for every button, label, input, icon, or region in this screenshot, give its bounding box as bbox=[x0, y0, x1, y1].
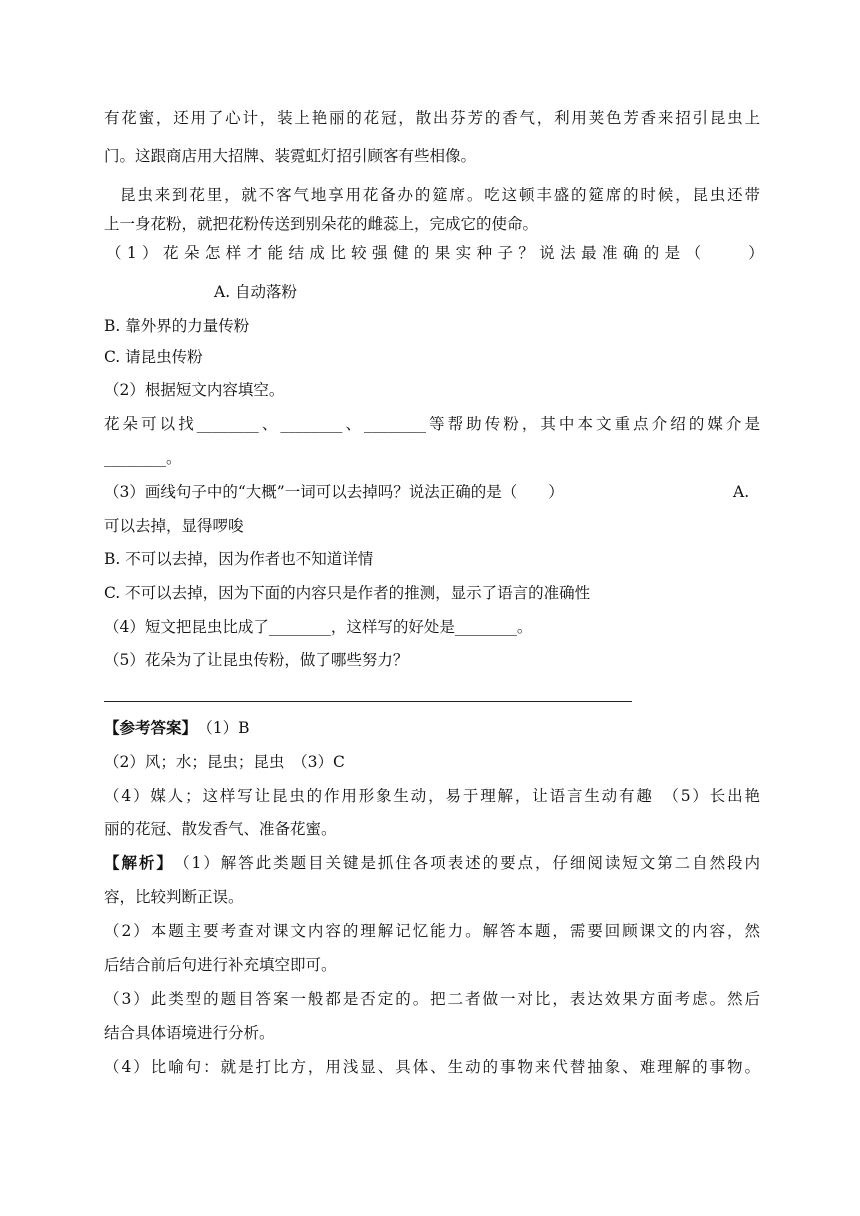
question-4-stem: （4）短文把昆虫比成了________，这样写的好处是________。 bbox=[104, 618, 533, 636]
answer-4-5-line-1: （4）媒人；这样写让昆虫的作用形象生动，易于理解，让语言生动有趣 （5）长出艳 bbox=[104, 787, 760, 805]
question-3-option-b: B. 不可以去掉，因为作者也不知道详情 bbox=[104, 550, 374, 568]
answer-4-5-line-2: 丽的花冠、散发香气、准备花蜜。 bbox=[104, 820, 337, 838]
analysis-3-line-2: 结合具体语境进行分析。 bbox=[104, 1024, 275, 1042]
question-2-line-2: ________。 bbox=[104, 449, 182, 467]
analysis-2-line-2: 后结合前后句进行补充填空即可。 bbox=[104, 956, 337, 974]
question-3-option-a: 可以去掉，显得啰唆 bbox=[104, 517, 244, 535]
answer-label: 【参考答案】 bbox=[104, 718, 198, 737]
question-1-option-b: B. 靠外界的力量传粉 bbox=[104, 317, 250, 335]
question-3-stem: （3）画线句子中的“大概”一词可以去掉吗？说法正确的是（ ） bbox=[104, 483, 564, 501]
question-3-option-a-marker: A. bbox=[733, 483, 750, 501]
question-2-line-1: 花朵可以找________、________、________等帮助传粉，其中本文重点介绍的媒介是 bbox=[104, 415, 760, 433]
question-1-stem: （1）花朵怎样才能结成比较强健的果实种子？说法最准确的是（ ） bbox=[106, 244, 770, 262]
answer-row-1 bbox=[104, 717, 764, 739]
answer-1: （1）B bbox=[205, 719, 250, 737]
answer-divider bbox=[104, 701, 632, 702]
question-1-option-a: A. 自动落粉 bbox=[214, 283, 298, 301]
question-2-stem: （2）根据短文内容填空。 bbox=[104, 381, 285, 399]
analysis-3-line-1: （3）此类型的题目答案一般都是否定的。把二者做一对比，表达效果方面考虑。然后 bbox=[104, 990, 760, 1008]
analysis-2-line-1: （2）本题主要考查对课文内容的理解记忆能力。解答本题，需要回顾课文的内容，然 bbox=[104, 922, 760, 940]
analysis-4-line-1: （4）比喻句：就是打比方，用浅显、具体、生动的事物来代替抽象、难理解的事物。 bbox=[104, 1058, 760, 1076]
question-1-option-c: C. 请昆虫传粉 bbox=[104, 348, 203, 366]
analysis-row-1 bbox=[104, 852, 760, 874]
analysis-label: 【解析】 bbox=[104, 853, 174, 872]
passage-line-4: 上一身花粉，就把花粉传送到别朵花的雌蕊上，完成它的使命。 bbox=[104, 215, 539, 233]
analysis-1-line-1: （1）解答此类题目关键是抓住各项表述的要点，仔细阅读短文第二自然段内 bbox=[181, 854, 760, 872]
passage-line-1: 有花蜜，还用了心计，装上艳丽的花冠，散出芬芳的香气，利用荚色芳香来招引昆虫上 bbox=[104, 109, 760, 127]
passage-line-2: 门。这跟商店用大招牌、装霓虹灯招引顾客有些相像。 bbox=[104, 147, 477, 165]
passage-line-3: 昆虫来到花里，就不客气地享用花备办的筵席。吃这顿丰盛的筵席的时候，昆虫还带 bbox=[120, 186, 760, 204]
question-3-option-c: C. 不可以去掉，因为下面的内容只是作者的推测，显示了语言的准确性 bbox=[104, 584, 591, 602]
question-5-stem: （5）花朵为了让昆虫传粉，做了哪些努力？ bbox=[104, 651, 409, 669]
answer-2-3: （2）风；水；昆虫；昆虫 （3）C bbox=[104, 753, 345, 771]
analysis-1-line-2: 容，比较判断正误。 bbox=[104, 888, 244, 906]
